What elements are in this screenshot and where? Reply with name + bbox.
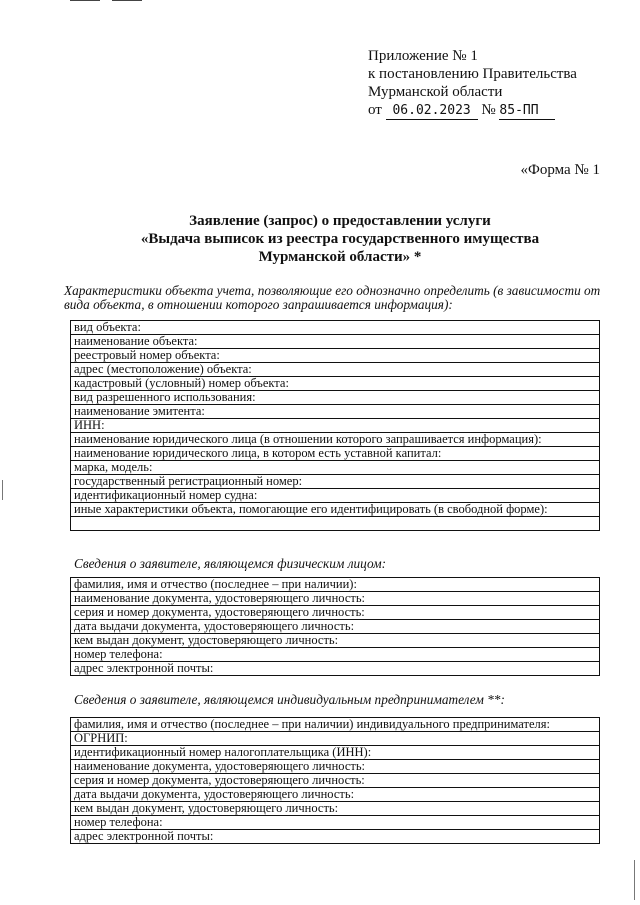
form-number: «Форма № 1	[520, 162, 600, 178]
form-field-row[interactable]: адрес электронной почты:	[71, 662, 600, 676]
table-row	[71, 592, 600, 606]
form-field-row[interactable]: марка, модель:	[71, 461, 600, 475]
table-row	[71, 816, 600, 830]
table-row	[71, 718, 600, 732]
form-field-row[interactable]: государственный регистрационный номер:	[71, 475, 600, 489]
form-field-row[interactable]: серия и номер документа, удостоверяющего личность:	[71, 606, 600, 620]
table-row	[71, 662, 600, 676]
table-row	[71, 606, 600, 620]
table-row	[71, 363, 600, 377]
entrepreneur-section-title: Сведения о заявителе, являющемся индивидуальным предпринимателем **:	[74, 692, 505, 707]
table-row	[71, 788, 600, 802]
scan-artifact	[2, 480, 3, 500]
entrepreneur-applicant-table	[70, 717, 600, 844]
table-row	[71, 802, 600, 816]
form-field-row[interactable]: идентификационный номер судна:	[71, 489, 600, 503]
date-prefix: от	[368, 102, 382, 118]
form-field-row[interactable]: номер телефона:	[71, 816, 600, 830]
table-row	[71, 447, 600, 461]
table-row	[71, 405, 600, 419]
table-row	[71, 517, 600, 531]
table-row	[71, 419, 600, 433]
scan-artifact	[634, 860, 635, 900]
table-row	[71, 475, 600, 489]
form-field-row[interactable]: фамилия, имя и отчество (последнее – при наличии):	[71, 578, 600, 592]
form-field-row[interactable]: наименование объекта:	[71, 335, 600, 349]
decree-number: 85-ПП	[499, 103, 539, 118]
individual-section-title: Сведения о заявителе, являющемся физическим лицом:	[74, 556, 387, 571]
form-field-row[interactable]: вид разрешенного использования:	[71, 391, 600, 405]
table-row	[71, 489, 600, 503]
decree-date: 06.02.2023	[392, 103, 471, 118]
table-row	[71, 620, 600, 634]
object-intro-text: Характеристики объекта учета, позволяющие его однозначно определить (в зависимости от вида объекта, в отношении которого запрашивается информация):	[64, 283, 601, 312]
form-field-row[interactable]: наименование эмитента:	[71, 405, 600, 419]
table-row	[71, 746, 600, 760]
table-row	[71, 774, 600, 788]
form-field-row[interactable]: дата выдачи документа, удостоверяющего личность:	[71, 788, 600, 802]
form-field-row[interactable]: кем выдан документ, удостоверяющего личность:	[71, 802, 600, 816]
title-line: Мурманской области» *	[258, 249, 422, 265]
form-field-row[interactable]: дата выдачи документа, удостоверяющего личность:	[71, 620, 600, 634]
form-field-row[interactable]	[71, 517, 600, 531]
form-field-row[interactable]: адрес электронной почты:	[71, 830, 600, 844]
form-field-row[interactable]: реестровый номер объекта:	[71, 349, 600, 363]
form-field-row[interactable]: номер телефона:	[71, 648, 600, 662]
table-row	[71, 732, 600, 746]
title-line: «Выдача выписок из реестра государственного имущества	[140, 231, 540, 247]
object-characteristics-table	[70, 320, 600, 531]
form-field-row[interactable]: идентификационный номер налогоплательщика (ИНН):	[71, 746, 600, 760]
table-row	[71, 503, 600, 517]
decree-date-field	[386, 102, 478, 120]
table-row	[71, 391, 600, 405]
form-field-row[interactable]: кадастровый (условный) номер объекта:	[71, 377, 600, 391]
table-row	[71, 321, 600, 335]
form-field-row[interactable]: вид объекта:	[71, 321, 600, 335]
form-field-row[interactable]: наименование документа, удостоверяющего личность:	[71, 592, 600, 606]
appendix-line: Приложение № 1	[368, 48, 478, 64]
form-field-row[interactable]: кем выдан документ, удостоверяющего личность:	[71, 634, 600, 648]
appendix-line: Мурманской области	[368, 84, 503, 100]
title-line: Заявление (запрос) о предоставлении услуги	[189, 213, 491, 229]
form-field-row[interactable]: наименование юридического лица (в отношении которого запрашивается информация):	[71, 433, 600, 447]
table-row	[71, 648, 600, 662]
scan-artifact	[70, 0, 100, 1]
table-row	[71, 335, 600, 349]
scan-artifact	[112, 0, 142, 1]
appendix-line: к постановлению Правительства	[368, 66, 577, 82]
form-field-row[interactable]: наименование документа, удостоверяющего личность:	[71, 760, 600, 774]
table-row	[71, 349, 600, 363]
form-field-row[interactable]: ОГРНИП:	[71, 732, 600, 746]
table-row	[71, 461, 600, 475]
table-row	[71, 760, 600, 774]
form-field-row[interactable]: фамилия, имя и отчество (последнее – при наличии) индивидуального предпринимателя:	[71, 718, 600, 732]
form-field-row[interactable]: наименование юридического лица, в котором есть уставной капитал:	[71, 447, 600, 461]
table-row	[71, 634, 600, 648]
form-field-row[interactable]: ИНН:	[71, 419, 600, 433]
appendix-block	[368, 47, 577, 120]
table-row	[71, 578, 600, 592]
decree-number-field	[499, 102, 555, 120]
table-row	[71, 830, 600, 844]
appendix-date-line	[368, 101, 577, 120]
number-prefix: №	[481, 102, 496, 118]
table-row	[71, 377, 600, 391]
individual-applicant-table	[70, 577, 600, 676]
form-field-row[interactable]: серия и номер документа, удостоверяющего личность:	[71, 774, 600, 788]
document-title	[60, 212, 620, 266]
form-field-row[interactable]: иные характеристики объекта, помогающие его идентифицировать (в свободной форме):	[71, 503, 600, 517]
table-row	[71, 433, 600, 447]
form-field-row[interactable]: адрес (местоположение) объекта:	[71, 363, 600, 377]
